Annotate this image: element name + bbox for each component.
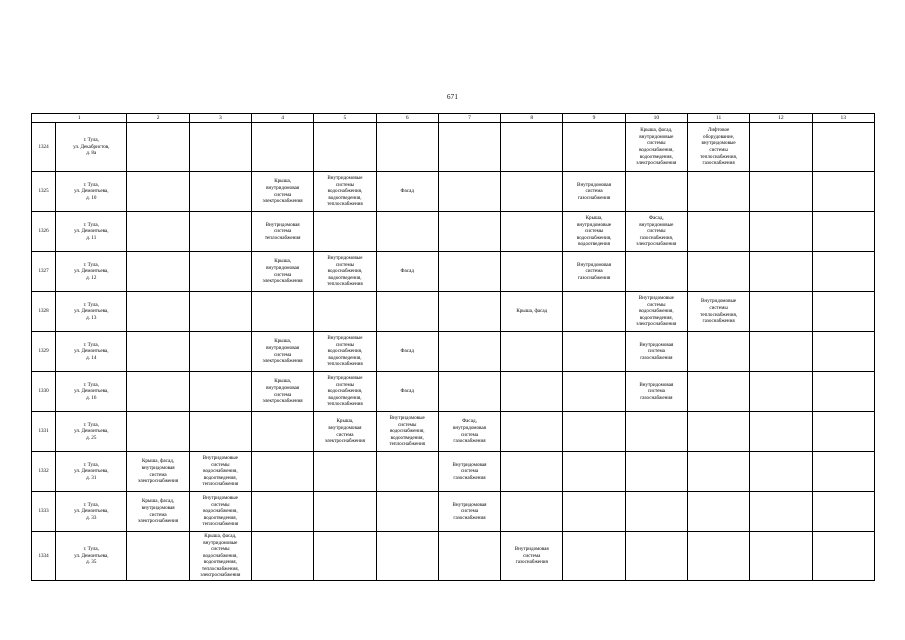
work-cell: Внутридомовая система газоснабжения — [438, 492, 500, 532]
work-cell — [687, 372, 749, 412]
work-cell — [501, 172, 563, 212]
address-cell: г. Тула, ул. Демонтьева, д. 25 — [56, 412, 127, 452]
row-number: 1324 — [32, 123, 56, 172]
repair-schedule-table — [31, 113, 875, 581]
work-cell — [127, 252, 189, 292]
work-cell: Крыша, фасад — [501, 292, 563, 332]
work-cell: Крыша, фасад, внутридомовая система электроснабжения — [127, 492, 189, 532]
work-cell: Фасад — [376, 332, 438, 372]
work-cell: Крыша, внутридомовая система электроснабжения — [314, 412, 376, 452]
work-cell — [812, 123, 874, 172]
work-cell — [750, 372, 812, 412]
work-cell — [750, 492, 812, 532]
address-cell: г. Тула, ул. Демонтьева, д. 14 — [56, 332, 127, 372]
work-cell — [750, 412, 812, 452]
work-cell: Фасад, внутридомовая система газоснабжения — [438, 412, 500, 452]
work-cell — [252, 412, 314, 452]
column-header: 13 — [812, 114, 874, 123]
work-cell — [563, 372, 625, 412]
work-cell — [501, 492, 563, 532]
table-body — [32, 123, 875, 581]
work-cell — [812, 452, 874, 492]
column-header: 10 — [625, 114, 687, 123]
work-cell — [252, 452, 314, 492]
work-cell — [625, 492, 687, 532]
work-cell — [438, 172, 500, 212]
work-cell — [127, 292, 189, 332]
work-cell — [750, 172, 812, 212]
header-row — [32, 114, 875, 123]
work-cell: Фасад, внутридомовые системы газоснабжения, электроснабжения — [625, 212, 687, 252]
work-cell — [563, 412, 625, 452]
work-cell — [314, 292, 376, 332]
work-cell — [812, 292, 874, 332]
table-row — [32, 412, 875, 452]
table-row — [32, 252, 875, 292]
address-cell: г. Тула, ул. Демонтьева, д. 16 — [56, 372, 127, 412]
work-cell: Фасад — [376, 172, 438, 212]
table-row — [32, 372, 875, 412]
work-cell — [750, 252, 812, 292]
address-cell: г. Тула, ул. Демонтьева, д. 33 — [56, 492, 127, 532]
work-cell — [750, 292, 812, 332]
column-header: 12 — [750, 114, 812, 123]
work-cell — [501, 452, 563, 492]
work-cell: Крыша, внутридомовая система электроснабжения — [252, 252, 314, 292]
work-cell — [812, 492, 874, 532]
work-cell — [127, 412, 189, 452]
work-cell — [252, 492, 314, 532]
work-cell — [252, 292, 314, 332]
work-cell — [812, 372, 874, 412]
work-cell — [501, 332, 563, 372]
work-cell: Крыша, фасад, внутридомовые системы водоснабжения, водоотведения, электроснабжения — [625, 123, 687, 172]
work-cell — [625, 452, 687, 492]
work-cell: Внутридомовые системы водоснабжения, водоотведения, теплоснабжения — [314, 172, 376, 212]
work-cell — [189, 292, 251, 332]
work-cell: Внутридомовые системы водоснабжения, водоотведения, теплоснабжения — [314, 372, 376, 412]
work-cell — [687, 332, 749, 372]
work-cell — [438, 372, 500, 412]
column-header: 5 — [314, 114, 376, 123]
row-number: 1333 — [32, 492, 56, 532]
work-cell: Внутридомовая система газоснабжения — [438, 452, 500, 492]
column-header: 6 — [376, 114, 438, 123]
work-cell — [563, 292, 625, 332]
work-cell: Внутридомовая система газоснабжения — [625, 332, 687, 372]
row-number: 1332 — [32, 452, 56, 492]
work-cell — [687, 212, 749, 252]
work-cell — [563, 332, 625, 372]
work-cell: Фасад — [376, 372, 438, 412]
work-cell: Крыша, внутридомовые системы водоснабжения, водоотведения — [563, 212, 625, 252]
column-header: 4 — [252, 114, 314, 123]
work-cell — [563, 532, 625, 581]
work-cell — [625, 412, 687, 452]
address-cell: г. Тула, ул. Демонтьева, д. 31 — [56, 452, 127, 492]
work-cell — [687, 412, 749, 452]
work-cell — [750, 332, 812, 372]
address-cell: г. Тула, ул. Демонтьева, д. 12 — [56, 252, 127, 292]
column-header: 3 — [189, 114, 251, 123]
column-header: 1 — [32, 114, 127, 123]
work-cell — [563, 492, 625, 532]
work-cell — [376, 492, 438, 532]
work-cell: Крыша, фасад, внутридомовая система электроснабжения — [127, 452, 189, 492]
row-number: 1326 — [32, 212, 56, 252]
work-cell — [438, 212, 500, 252]
work-cell — [438, 332, 500, 372]
work-cell — [812, 532, 874, 581]
table-row — [32, 332, 875, 372]
work-cell — [376, 212, 438, 252]
work-cell: Внутридомовая система газоснабжения — [501, 532, 563, 581]
work-cell — [625, 252, 687, 292]
work-cell — [750, 532, 812, 581]
work-cell: Внутридомовая система газоснабжения — [625, 372, 687, 412]
row-number: 1325 — [32, 172, 56, 212]
work-cell — [127, 532, 189, 581]
work-cell — [625, 532, 687, 581]
work-cell — [376, 452, 438, 492]
work-cell — [127, 212, 189, 252]
work-cell — [501, 123, 563, 172]
column-header: 9 — [563, 114, 625, 123]
row-number: 1334 — [32, 532, 56, 581]
work-cell — [314, 123, 376, 172]
work-cell — [501, 412, 563, 452]
work-cell: Внутридомовые системы водоснабжения, водоотведения, теплоснабжения — [314, 252, 376, 292]
address-cell: г. Тула, ул. Демонтьева, д. 11 — [56, 212, 127, 252]
work-cell — [189, 172, 251, 212]
table-row — [32, 492, 875, 532]
work-cell — [750, 123, 812, 172]
column-header: 2 — [127, 114, 189, 123]
row-number: 1331 — [32, 412, 56, 452]
work-cell — [314, 532, 376, 581]
work-cell — [687, 172, 749, 212]
work-cell — [812, 212, 874, 252]
work-cell: Фасад — [376, 252, 438, 292]
work-cell — [812, 172, 874, 212]
work-cell — [127, 372, 189, 412]
work-cell — [438, 123, 500, 172]
work-cell — [812, 332, 874, 372]
work-cell: Внутридомовые системы водоснабжения, водоотведения, теплоснабжения — [189, 492, 251, 532]
work-cell — [501, 372, 563, 412]
table-row — [32, 172, 875, 212]
work-cell — [812, 252, 874, 292]
address-cell: г. Тула, ул. Демонтьева, д. 10 — [56, 172, 127, 212]
work-cell — [189, 123, 251, 172]
work-cell: Внутридомовые системы водоснабжения, водоотведения, электроснабжения — [625, 292, 687, 332]
work-cell: Внутридомовая система теплоснабжения — [252, 212, 314, 252]
work-cell — [189, 332, 251, 372]
work-cell — [314, 492, 376, 532]
address-cell: г. Тула, ул. Декабристов, д. 8а — [56, 123, 127, 172]
work-cell — [376, 292, 438, 332]
work-cell: Крыша, внутридомовая система электроснабжения — [252, 172, 314, 212]
work-cell — [314, 452, 376, 492]
work-cell: Крыша, внутридомовая система электроснабжения — [252, 372, 314, 412]
work-cell — [438, 252, 500, 292]
column-header: 7 — [438, 114, 500, 123]
table-row — [32, 212, 875, 252]
page-number: 671 — [446, 93, 459, 101]
column-header: 8 — [501, 114, 563, 123]
work-cell: Внутридомовые системы теплоснабжения, газоснабжения — [687, 292, 749, 332]
work-cell: Внутридомовые системы водоснабжения, водоотведения, теплоснабжения — [314, 332, 376, 372]
row-number: 1329 — [32, 332, 56, 372]
work-cell — [438, 532, 500, 581]
column-header: 11 — [687, 114, 749, 123]
work-cell — [563, 123, 625, 172]
work-cell: Лифтовое оборудование, внутридомовые системы теплоснабжения, газоснабжения — [687, 123, 749, 172]
work-cell: Крыша, внутридомовая система электроснабжения — [252, 332, 314, 372]
work-cell — [501, 252, 563, 292]
work-cell — [189, 372, 251, 412]
row-number: 1327 — [32, 252, 56, 292]
work-cell: Внутридомовые системы водоснабжения, водоотведения, теплоснабжения — [376, 412, 438, 452]
work-cell — [252, 532, 314, 581]
work-cell: Внутридомовая система газоснабжения — [563, 172, 625, 212]
work-cell — [376, 123, 438, 172]
work-cell — [189, 212, 251, 252]
work-cell — [563, 452, 625, 492]
table-row — [32, 292, 875, 332]
work-cell — [750, 452, 812, 492]
work-cell — [812, 412, 874, 452]
table-row — [32, 123, 875, 172]
work-cell — [189, 412, 251, 452]
work-cell — [750, 212, 812, 252]
work-cell — [687, 452, 749, 492]
work-cell: Внутридомовые системы водоснабжения, водоотведения, теплоснабжения — [189, 452, 251, 492]
work-cell — [687, 252, 749, 292]
work-cell: Крыша, фасад, внутридомовые системы водоснабжения, водоотведения, теплоснабжения, электроснабжения — [189, 532, 251, 581]
row-number: 1330 — [32, 372, 56, 412]
table-row — [32, 452, 875, 492]
work-cell — [501, 212, 563, 252]
address-cell: г. Тула, ул. Демонтьева, д. 13 — [56, 292, 127, 332]
work-cell: Внутридомовая система газоснабжения — [563, 252, 625, 292]
work-cell — [127, 123, 189, 172]
row-number: 1328 — [32, 292, 56, 332]
work-cell — [376, 532, 438, 581]
work-cell — [438, 292, 500, 332]
work-cell — [687, 532, 749, 581]
work-cell — [314, 212, 376, 252]
work-cell — [127, 172, 189, 212]
address-cell: г. Тула, ул. Демонтьева, д. 35 — [56, 532, 127, 581]
work-cell — [127, 332, 189, 372]
work-cell — [189, 252, 251, 292]
table-row — [32, 532, 875, 581]
work-cell — [252, 123, 314, 172]
work-cell — [625, 172, 687, 212]
work-cell — [687, 492, 749, 532]
